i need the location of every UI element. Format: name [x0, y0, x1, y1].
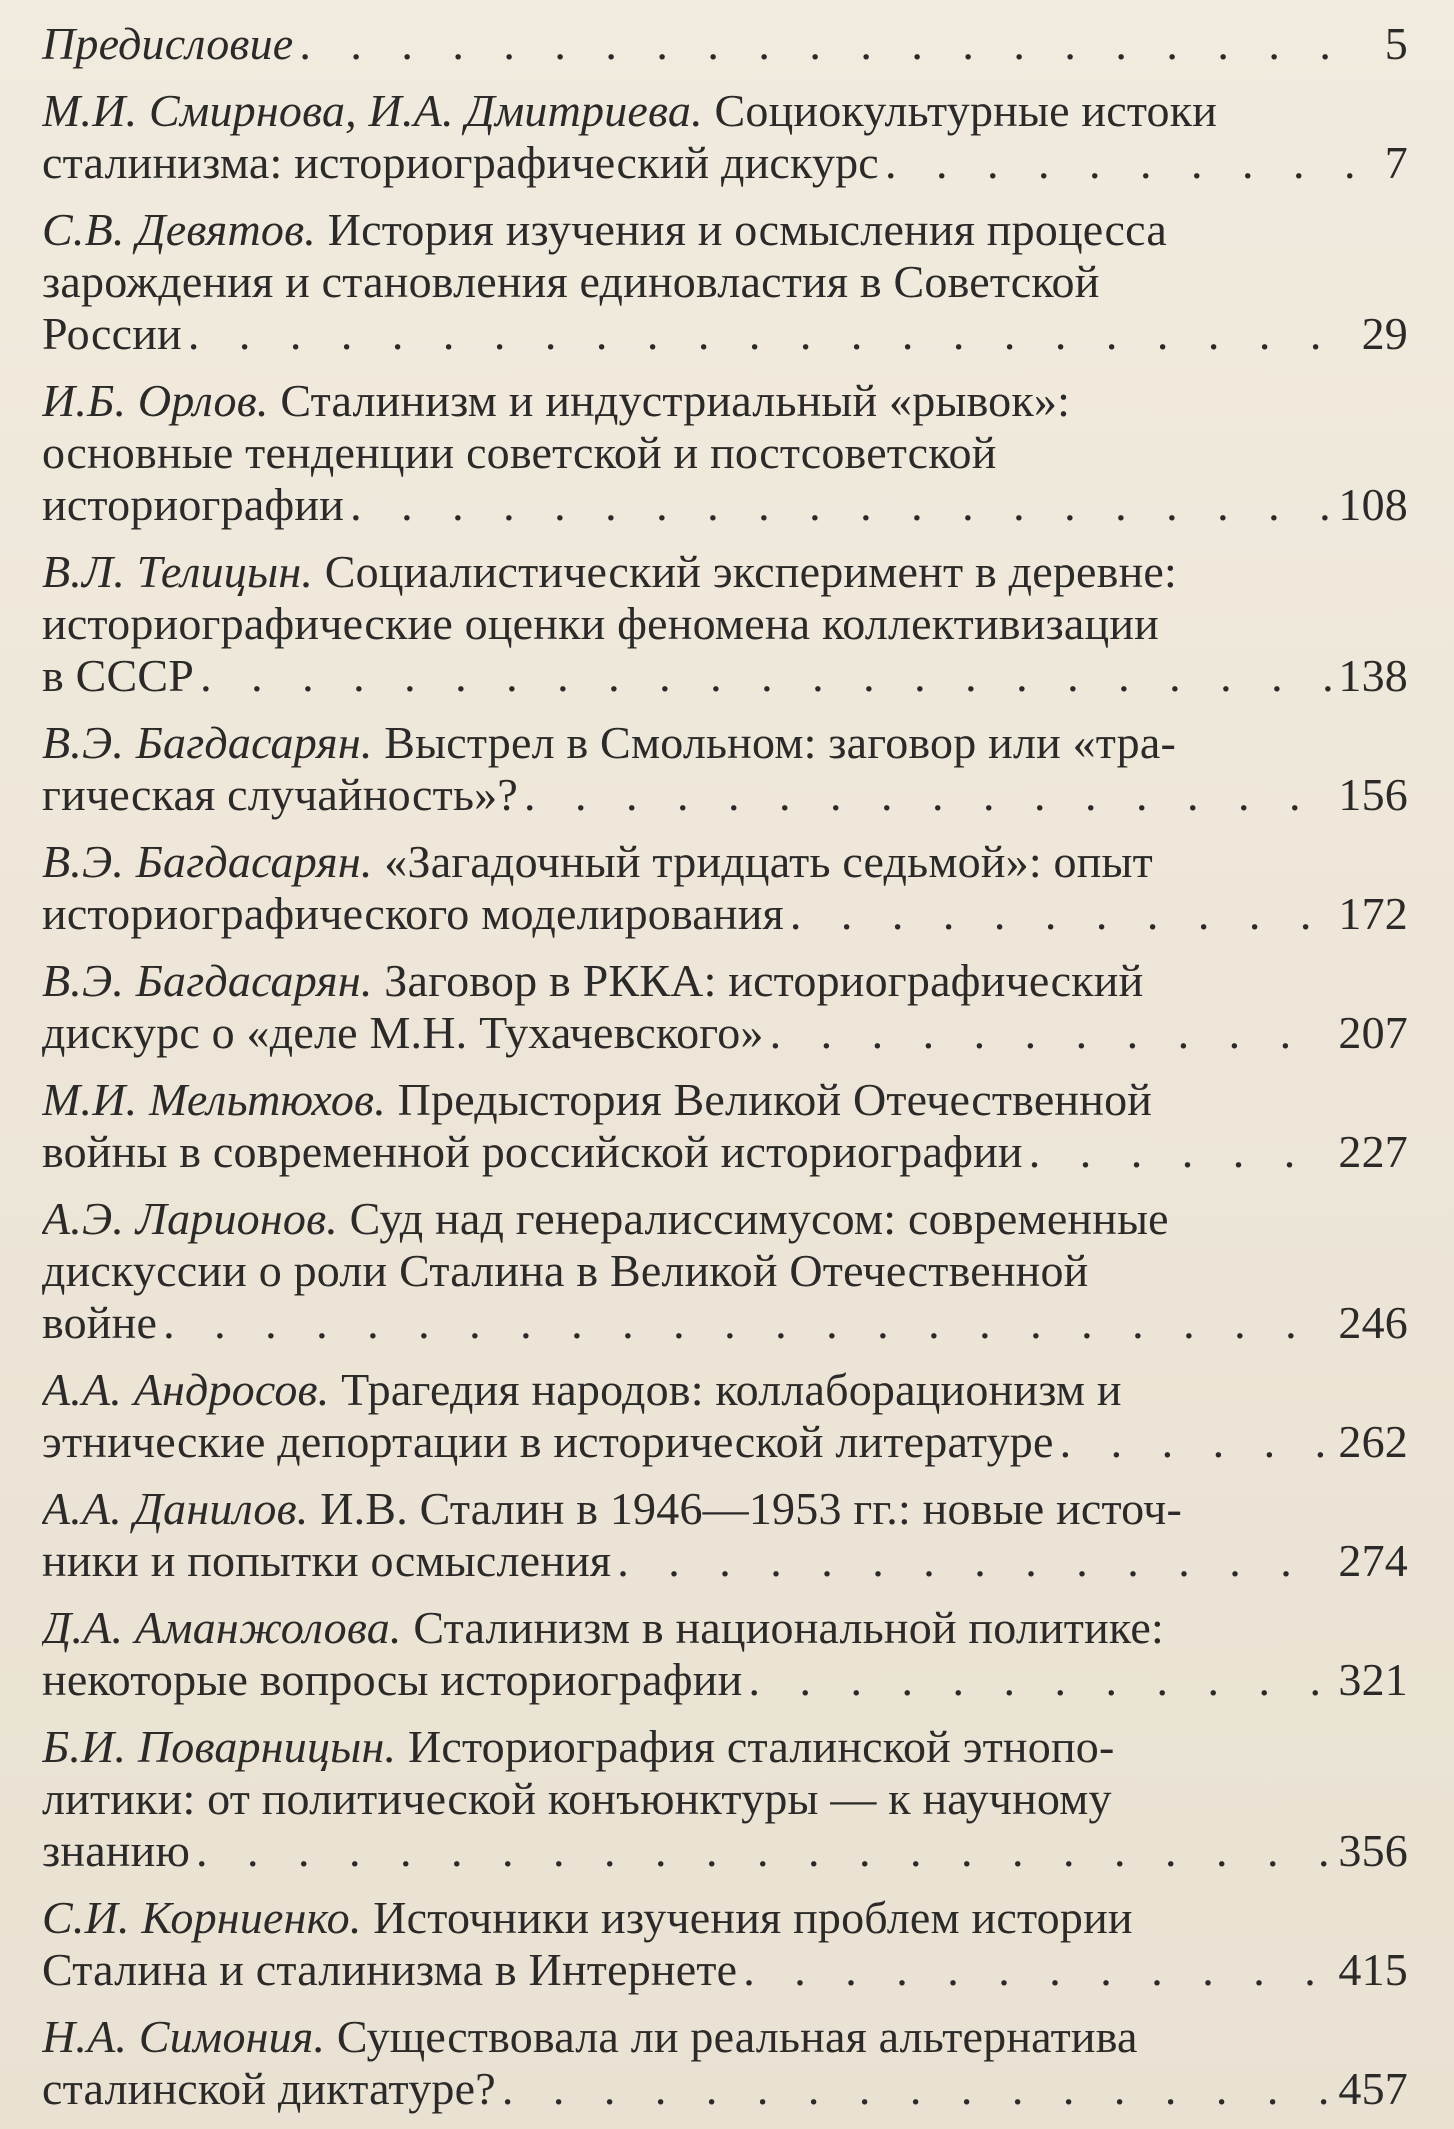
toc-title: ники и попытки осмысления	[42, 1535, 612, 1586]
page-number: 156	[1338, 769, 1408, 820]
toc-title: Предисловие	[42, 18, 294, 69]
toc-entry[interactable]	[42, 836, 1408, 940]
page-number: 227	[1338, 1126, 1408, 1177]
dot-leader	[790, 888, 1332, 940]
toc-line: основные тенденции советской и постсоветской	[42, 427, 997, 478]
toc-title: войны в современной российской историографии	[42, 1126, 1023, 1177]
page-number: 356	[1338, 1825, 1408, 1876]
toc-title: Социалистический эксперимент в деревне:	[324, 546, 1177, 597]
toc-title: войне	[42, 1297, 158, 1348]
toc-entry[interactable]	[42, 18, 1408, 70]
toc-entry[interactable]	[42, 375, 1408, 531]
toc-author: С.В. Девятов.	[42, 204, 316, 255]
toc-entry[interactable]	[42, 717, 1408, 821]
toc-author: В.Л. Телицын.	[42, 546, 314, 597]
toc-title: Заговор в РККА: историографический	[384, 955, 1144, 1006]
dot-leader	[1060, 1416, 1333, 1468]
toc-author: А.А. Данилов.	[42, 1483, 309, 1534]
toc-last-line	[42, 137, 1408, 189]
toc-author: А.А. Андросов.	[42, 1364, 330, 1415]
toc-title: историографического моделирования	[42, 888, 784, 939]
toc-entry[interactable]	[42, 1193, 1408, 1349]
toc-entry[interactable]	[42, 1602, 1408, 1706]
page-number: 207	[1338, 1007, 1408, 1058]
toc-line: историографические оценки феномена коллективизации	[42, 598, 1159, 649]
toc-last-line	[42, 888, 1408, 940]
toc-entry[interactable]	[42, 955, 1408, 1059]
dot-leader	[770, 1007, 1333, 1059]
toc-entry[interactable]	[42, 1483, 1408, 1587]
toc-title: России	[42, 308, 182, 359]
page-number: 108	[1338, 479, 1408, 530]
toc-title: Суд над генералиссимусом: современные	[349, 1193, 1169, 1244]
dot-leader	[200, 650, 1332, 702]
toc-last-line	[42, 1297, 1408, 1349]
toc-last-line	[42, 650, 1408, 702]
page-number: 5	[1384, 18, 1408, 69]
toc-title: Существовала ли реальная альтернатива	[336, 2011, 1138, 2062]
toc-title: Сталинизм и индустриальный «рывок»:	[280, 375, 1071, 426]
toc-title: «Загадочный тридцать седьмой»: опыт	[384, 836, 1153, 887]
dot-leader	[299, 18, 1362, 70]
toc-author: Б.И. Поварницын.	[42, 1721, 397, 1772]
toc-title: Сталинизм в национальной политике:	[413, 1602, 1164, 1653]
toc-entry[interactable]	[42, 1892, 1408, 1996]
dot-leader	[188, 308, 1356, 360]
toc-author: И.Б. Орлов.	[42, 375, 269, 426]
toc-title: сталинской диктатуре?	[42, 2063, 496, 2114]
toc-entry[interactable]	[42, 1074, 1408, 1178]
toc-title: этнические депортации в исторической литературе	[42, 1416, 1054, 1467]
toc-line	[42, 546, 1408, 598]
toc-last-line	[42, 1126, 1408, 1178]
toc-line: дискуссии о роли Сталина в Великой Отечественной	[42, 1245, 1089, 1296]
toc-line	[42, 1602, 1408, 1654]
toc-last-line	[42, 1416, 1408, 1468]
toc-title: знанию	[42, 1825, 191, 1876]
toc-author: Н.А. Симония.	[42, 2011, 326, 2062]
page-number: 172	[1338, 888, 1408, 939]
toc-title: И.В. Сталин в 1946—1953 гг.: новые источ-	[320, 1483, 1183, 1534]
toc-last-line	[42, 1535, 1408, 1587]
toc-title: История изучения и осмысления процесса	[327, 204, 1167, 255]
toc-author: А.Э. Ларионов.	[42, 1193, 338, 1244]
toc-title: Предыстория Великой Отечественной	[397, 1074, 1153, 1125]
toc-line	[42, 717, 1408, 769]
toc-line	[42, 204, 1408, 256]
dot-leader	[196, 1825, 1332, 1877]
toc-entry[interactable]	[42, 204, 1408, 360]
dot-leader	[502, 2063, 1333, 2115]
toc-title: Выстрел в Смольном: заговор или «тра-	[384, 717, 1177, 768]
toc-title: Социокультурные истоки	[714, 85, 1218, 136]
toc-entry[interactable]	[42, 85, 1408, 189]
toc-author: С.И. Корниенко.	[42, 1892, 362, 1943]
page-number: 29	[1361, 308, 1408, 359]
dot-leader	[748, 1654, 1332, 1706]
toc-title: Сталина и сталинизма в Интернете	[42, 1944, 738, 1995]
dot-leader	[743, 1944, 1332, 1996]
toc-author: В.Э. Багдасарян.	[42, 836, 373, 887]
dot-leader	[617, 1535, 1332, 1587]
page-number: 321	[1338, 1654, 1408, 1705]
toc-line	[42, 2011, 1408, 2063]
dot-leader	[350, 479, 1332, 531]
toc-line	[42, 1074, 1408, 1126]
toc-line	[42, 955, 1408, 1007]
toc-line	[42, 85, 1408, 137]
toc-line	[42, 1892, 1408, 1944]
page-number: 457	[1338, 2063, 1408, 2114]
page-number: 274	[1338, 1535, 1408, 1586]
toc-title: Источники изучения проблем истории	[373, 1892, 1133, 1943]
toc-author: В.Э. Багдасарян.	[42, 955, 373, 1006]
toc-last-line	[42, 1825, 1408, 1877]
toc-author: М.И. Мельтюхов.	[42, 1074, 386, 1125]
toc-last-line	[42, 1944, 1408, 1996]
toc-title: историографии	[42, 479, 345, 530]
page-number: 246	[1338, 1297, 1408, 1348]
dot-leader	[163, 1297, 1332, 1349]
page-number: 262	[1338, 1416, 1408, 1467]
toc-title: Трагедия народов: коллаборационизм и	[341, 1364, 1122, 1415]
toc-entry[interactable]	[42, 2011, 1408, 2115]
toc-line: зарождения и становления единовластия в Советской	[42, 256, 1100, 307]
page-number: 138	[1338, 650, 1408, 701]
toc-title: гическая случайность»?	[42, 769, 518, 820]
toc-line	[42, 1193, 1408, 1245]
toc-author: Д.А. Аманжолова.	[42, 1602, 402, 1653]
toc-author: В.Э. Багдасарян.	[42, 717, 373, 768]
toc-title: в СССР	[42, 650, 195, 701]
toc-last-line	[42, 1007, 1408, 1059]
toc-last-line	[42, 18, 1408, 70]
dot-leader	[524, 769, 1332, 821]
page-number: 415	[1338, 1944, 1408, 1995]
toc-title: Историография сталинской этнопо-	[407, 1721, 1115, 1772]
toc-line	[42, 836, 1408, 888]
dot-leader	[885, 137, 1362, 189]
toc-line	[42, 1721, 1408, 1773]
toc-line	[42, 1483, 1408, 1535]
page-number: 7	[1384, 137, 1408, 188]
toc-title: дискурс о «деле М.Н. Тухачевского»	[42, 1007, 764, 1058]
toc-last-line	[42, 308, 1408, 360]
toc-author: М.И. Смирнова, И.А. Дмитриева.	[42, 85, 703, 136]
toc-title: некоторые вопросы историографии	[42, 1654, 743, 1705]
toc-last-line	[42, 479, 1408, 531]
toc-last-line	[42, 2063, 1408, 2115]
toc-line	[42, 1364, 1408, 1416]
dot-leader	[1029, 1126, 1333, 1178]
toc-entry[interactable]	[42, 546, 1408, 702]
toc-last-line	[42, 769, 1408, 821]
toc-entry[interactable]	[42, 1721, 1408, 1877]
toc-line	[42, 375, 1408, 427]
toc-line: литики: от политической конъюнктуры — к научному	[42, 1773, 1112, 1824]
toc-last-line	[42, 1654, 1408, 1706]
toc-entry[interactable]	[42, 1364, 1408, 1468]
toc-title: сталинизма: историографический дискурс	[42, 137, 879, 188]
